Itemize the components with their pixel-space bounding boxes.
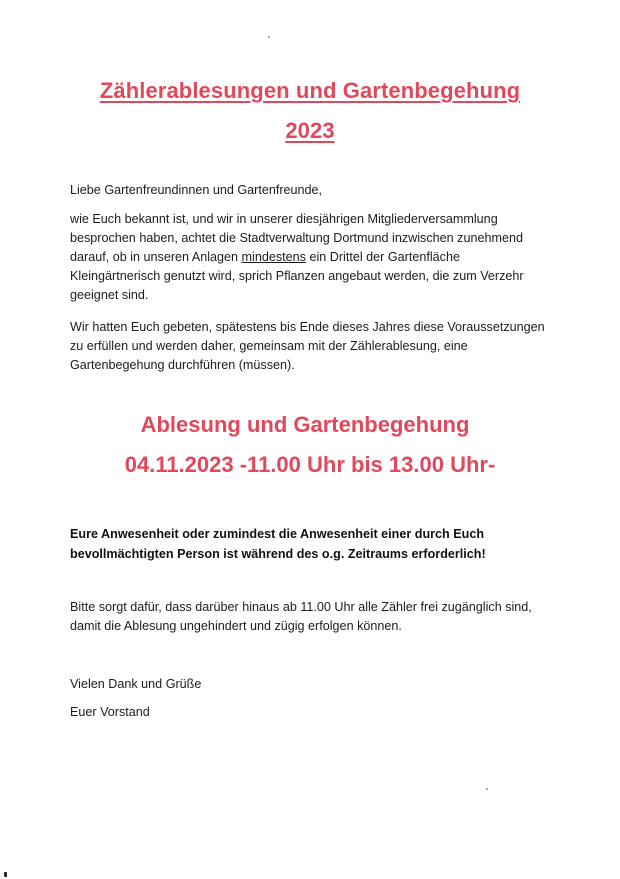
attendance-notice: Eure Anwesenheit oder zumindest die Anwesenheit einer durch Euch bevollmächtigten Person ist während des o.g. Zeitraums erforderlich! — [70, 527, 486, 561]
signature-board: Euer Vorstand — [70, 705, 150, 719]
event-date-time: 04.11.2023 -11.00 Uhr bis 13.00 Uhr- — [124, 452, 496, 477]
event-title: Ablesung und Gartenbegehung — [140, 412, 470, 437]
salutation: Liebe Gartenfreundinnen und Gartenfreunde, — [70, 183, 323, 197]
closing-greeting: Vielen Dank und Grüße — [70, 677, 202, 691]
scan-speck — [268, 36, 270, 38]
underlined-word: mindestens — [241, 250, 306, 264]
paragraph-intro — [70, 210, 550, 305]
paragraph-intro-part2: ein Drittel der Gartenfläche Kleingärtnerisch genutzt wird, sprich Pflanzen angebaut werden, die zum Verzehr geeignet sind. — [70, 250, 524, 302]
paragraph-access: Bitte sorgt dafür, dass darüber hinaus ab 11.00 Uhr alle Zähler frei zugänglich sind, damit die Ablesung ungehindert und zügig erfolgen können. — [70, 600, 532, 633]
paragraph-request: Wir hatten Euch gebeten, spätestens bis Ende dieses Jahres diese Voraussetzungen zu erfüllen und werden daher, gemeinsam mit der Zählerablesung, eine Gartenbegehung durchführen (müssen). — [70, 320, 545, 372]
scan-speck — [486, 788, 488, 790]
document-title: Zählerablesungen und Gartenbegehung — [99, 78, 521, 103]
paragraph-intro-part1: wie Euch bekannt ist, und wir in unserer diesjährigen Mitgliederversammlung besprochen haben, achtet die Stadtverwaltung Dortmund inzwischen zunehmend darauf, ob in unseren Anlagen — [70, 212, 523, 264]
document-title-year: 2023 — [285, 118, 335, 143]
scan-speck — [4, 872, 7, 877]
